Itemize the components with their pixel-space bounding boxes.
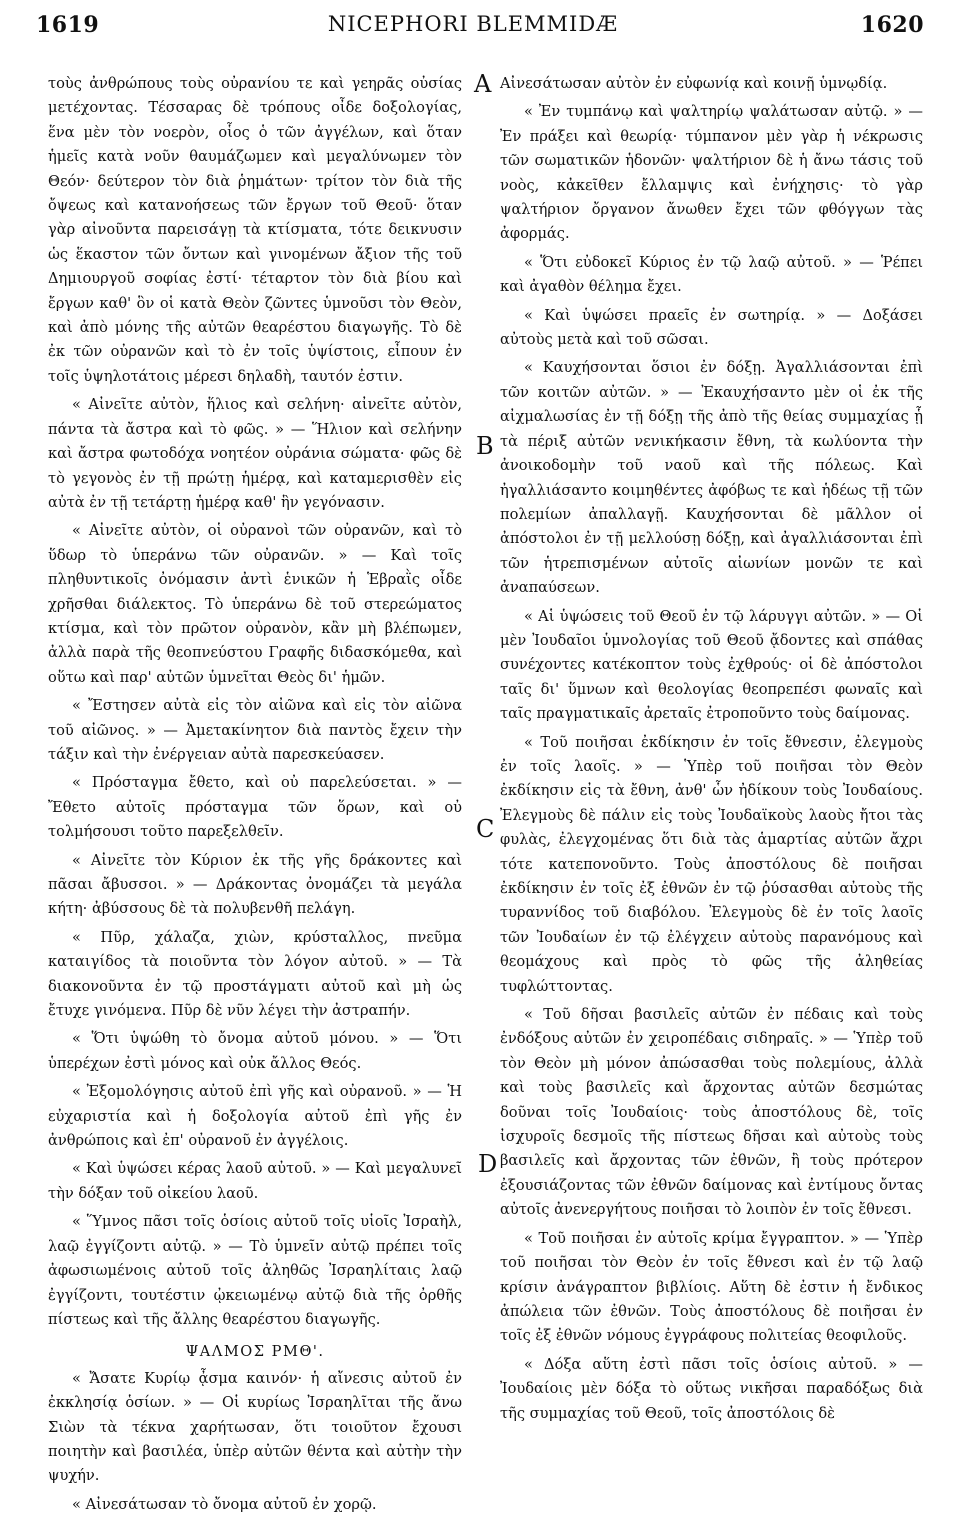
paragraph: « Ἄσατε Κυρίῳ ᾆσμα καινόν· ἡ αἴνεσις αὐτοῦ ἐν ἐκκλησίᾳ ὁσίων. » — Οἱ κυρίως Ἰσραηλῖται τῆς ἄνω Σιὼν τὰ τέκνα χαρήτωσαν, ὅτι τοιοῦτον ἔχουσι ποιητὴν καὶ βασιλέα, ὑπὲρ αὐτῶν θέντα καὶ αὐτὴν τὴν ψυχήν. bbox=[48, 1369, 462, 1485]
margin-letter-c: C bbox=[476, 815, 495, 843]
paragraph: « Τοῦ ποιῆσαι ἐν αὐτοῖς κρίμα ἔγγραπτον. » — Ὑπὲρ τοῦ ποιῆσαι τὸν Θεὸν ἐν τοῖς ἔθνεσι καὶ ἐν τῷ λαῷ κρίσιν ἀνάγραπτον βιβλίοις. Αὕτη δὲ ἐστιν ἡ ἔνδικος ἀπώλεια τῶν ἐθνῶν. Τοὺς ἀποστόλους δὲ ποιῆσαι ἐν τοῖς ἐξ ἐθνῶν νόμους ἐγγράφους πολιτείας θεοφιλοῦς. bbox=[500, 1229, 923, 1345]
paragraph: « Αἰνεσάτωσαν τὸ ὄνομα αὐτοῦ ἐν χορῷ. bbox=[72, 1495, 377, 1513]
page-number-right: 1620 bbox=[860, 12, 924, 38]
paragraph: « Τοῦ ποιῆσαι ἐκδίκησιν ἐν τοῖς ἔθνεσιν, ἐλεγμοὺς ἐν τοῖς λαοῖς. » — Ὑπὲρ τοῦ ποιῆσαι τὸν Θεὸν ἐκδίκησιν εἰς τὰ ἔθνη, ἀνθ' ὧν ἠδίκουν τοὺς Ἰουδαίους. Ἐλεγμοὺς δὲ πάλιν εἰς τοὺς Ἰουδαϊκοὺς λαοὺς ἤτοι τὰς φυλὰς, ἐλεγχομένας ὅτι διὰ τὰς ἁμαρτίας αὐτῶν ἄχρι τότε κατεπονοῦντο. Τοὺς ἀποστόλους δὲ ποιῆσαι ἐκδίκησιν ἐν τοῖς ἐξ ἐθνῶν ἐν τῷ ῥύσασθαι αὐτοὺς τῆς τυραννίδος τοῦ διαβόλου. Ἐλεγμοὺς δὲ ἐν τοῖς λαοῖς τῶν Ἰουδαίων ἐν τῷ ἐλέγχειν αὐτοὺς παρανόμους καὶ θεομάχους καὶ πρὸς τὸ φῶς τῆς ἀληθείας τυφλώττοντας. bbox=[500, 733, 923, 995]
paragraph: « Καὶ ὑψώσει κέρας λαοῦ αὐτοῦ. » — Καὶ μεγαλυνεῖ τὴν δόξαν τοῦ οἰκείου λαοῦ. bbox=[48, 1160, 462, 1202]
paragraph: « Πρόσταγμα ἔθετο, καὶ οὐ παρελεύσεται. » — Ἔθετο αὐτοῖς πρόσταγμα τῶν ὅρων, καὶ οὐ τολμήσουσι τοῦτο παρεξελθεῖν. bbox=[48, 774, 462, 841]
paragraph: « Αἰνεῖτε τὸν Κύριον ἐκ τῆς γῆς δράκοντες καὶ πᾶσαι ἄβυσσοι. » — Δράκοντας ὀνομάζει τὰ μεγάλα κήτη· ἀβύσσους δὲ τὰ πολυβενθῆ πελάγη. bbox=[48, 851, 462, 918]
paragraph: « Ὕμνος πᾶσι τοῖς ὁσίοις αὐτοῦ τοῖς υἱοῖς Ἰσραὴλ, λαῷ ἐγγίζοντι αὐτῷ. » — Τὸ ὑμνεῖν αὐτῷ πρέπει τοῖς ἀφωσιωμένοις αὐτοῦ τοῖς ἀληθῶς Ἰσραηλίταις λαῷ ἐγγίζοντι, τουτέστιν ᾠκειωμένῳ αὐτῷ διὰ τῆς ὀρθῆς πίστεως καὶ τῆς ἄλλης θεαρέστου διαγωγῆς. bbox=[48, 1213, 462, 1328]
psalm-heading: ΨΑΛΜΟΣ ΡΜΘ'. bbox=[185, 1343, 325, 1361]
margin-letter-a: A bbox=[474, 70, 492, 98]
page-header bbox=[22, 4, 924, 48]
paragraph: « Καὶ ὑψώσει πραεῖς ἐν σωτηρίᾳ. » — Δοξάσει αὐτοὺς μετὰ καὶ τοῦ σῶσαι. bbox=[500, 306, 923, 349]
margin-letter-b: B bbox=[476, 432, 494, 460]
paragraph: « Ὅτι εὐδοκεῖ Κύριος ἐν τῷ λαῷ αὐτοῦ. » — Ῥέπει καὶ ἀγαθὸν θέλημα ἔχει. bbox=[500, 253, 923, 296]
paragraph: « Ὅτι ὑψώθη τὸ ὄνομα αὐτοῦ μόνου. » — Ὅτι ὑπερέχων ἐστὶ μόνος καὶ οὐκ ἄλλος Θεός. bbox=[48, 1030, 462, 1072]
paragraph: « Τοῦ δῆσαι βασιλεῖς αὐτῶν ἐν πέδαις καὶ τοὺς ἐνδόξους αὐτῶν ἐν χειροπέδαις σιδηραῖς. » — Ὑπὲρ τοῦ τὸν Θεὸν μὴ μόνον ἀπώσασθαι τοὺς πολεμίους, ἀλλὰ καὶ τοὺς βασιλεῖς καὶ ἄρχοντας αὐτῶν δεσμώτας δοῦναι τοῖς Ἰουδαίοις· τοὺς ἀποστόλους δὲ, τοῖς ἰσχυροῖς δεσμοῖς τῆς πίστεως δῆσαι καὶ αὐτοὺς τοὺς βασιλεῖς καὶ ἄρχοντας τῶν ἐθνῶν, ἢ τοὺς πρότερον ἐξουσιάζοντας τῶν ἐθνῶν δαίμονας καὶ ἐντίμους ὄντας αὐτοῖς ἀνενεργήτους ποιῆσαι τὸ λοιπὸν ἐν τοῖς ἔθνεσι. bbox=[500, 1006, 923, 1219]
paragraph: « Ἐν τυμπάνῳ καὶ ψαλτηρίῳ ψαλάτωσαν αὐτῷ. » — Ἐν πράξει καὶ θεωρίᾳ· τύμπανον μὲν γὰρ ἡ νέκρωσις τῶν σωματικῶν ἡδονῶν· ψαλτήριον δὲ ἡ ἄνω τάσις τοῦ νοὸς, κἀκεῖθεν ἔλλαμψις καὶ ἐνήχησις· τὸ γὰρ ψαλτήριον ὄργανον ἄνωθεν ἔχει τῶν φθόγγων τὰς ἀφορμάς. bbox=[500, 103, 923, 243]
running-title: NICEPHORI BLEMMIDÆ bbox=[327, 12, 619, 36]
paragraph: « Δόξα αὕτη ἐστὶ πᾶσι τοῖς ὁσίοις αὐτοῦ. » — Ἰουδαίοις μὲν δόξα τὸ οὕτως νικῆσαι παραδόξως διὰ τῆς συμμαχίας τοῦ Θεοῦ, τοῖς ἀποστόλοις δὲ bbox=[500, 1355, 923, 1422]
paragraph: « Αἰνεῖτε αὐτὸν, ἥλιος καὶ σελήνη· αἰνεῖτε αὐτὸν, πάντα τὰ ἄστρα καὶ τὸ φῶς. » — Ἥλιον καὶ σελήνην καὶ ἄστρα φωτοδόχα νοητέον οὐράνια σώματα· φῶς δὲ τὸ γεγονὸς ἐν τῇ πρώτῃ ἡμέρᾳ, καὶ καταμερισθὲν εἰς αὐτὰ ἐν τῇ τετάρτῃ ἡμέρᾳ καθ' ἣν γεγόνασιν. bbox=[48, 396, 462, 511]
paragraph: « Αἱ ὑψώσεις τοῦ Θεοῦ ἐν τῷ λάρυγγι αὐτῶν. » — Οἱ μὲν Ἰουδαῖοι ὑμνολογίας τοῦ Θεοῦ ᾄδοντες καὶ σπάθας συνέχοντες κατέκοπτον τοὺς ἐχθρούς· οἱ δὲ ἀπόστολοι ταῖς δι' ὕμνων καὶ θεολογίας θεοπρεπέσι φωναῖς καὶ ταῖς πραγματικαῖς ἀρεταῖς ἐτροποῦντο τοὺς δαίμονας. bbox=[500, 607, 923, 723]
paragraph: « Ἔστησεν αὐτὰ εἰς τὸν αἰῶνα καὶ εἰς τὸν αἰῶνα τοῦ αἰῶνος. » — Ἀμετακίνητον διὰ παντὸς ἔχειν τὴν τάξιν καὶ τὴν ἐνέργειαν αὐτὰ παρεσκεύασεν. bbox=[48, 697, 462, 763]
paragraph: « Πῦρ, χάλαζα, χιὼν, κρύσταλλος, πνεῦμα καταιγίδος τὰ ποιοῦντα τὸν λόγον αὐτοῦ. » — Τὰ διακονοῦντα ἐν τῷ προστάγματι αὐτοῦ καὶ μὴ ὡς ἔτυχε γινόμενα. Πῦρ δὲ νῦν λέγει τὴν ἀστραπήν. bbox=[48, 928, 462, 1020]
right-column bbox=[500, 72, 923, 1426]
paragraph: « Αἰνεῖτε αὐτὸν, οἱ οὐρανοὶ τῶν οὐρανῶν, καὶ τὸ ὕδωρ τὸ ὑπεράνω τῶν οὐρανῶν. » — Καὶ τοῖς πληθυντικοῖς ὀνόμασιν ἀντὶ ἑνικῶν ἡ Ἑβραῒς οἶδε χρῆσθαι διάλεκτος. Τὸ ὑπεράνω δὲ τοῦ στερεώματος κτίσμα, καὶ τὸν πρῶτον οὐρανὸν, κἂν μὴ βλέπωμεν, ἀλλὰ παρὰ τῆς θεοπνεύστου Γραφῆς διδασκόμεθα, καὶ οὕτω καὶ παρ' αὐτῶν ὑμνεῖται Θεὸς δι' ἡμῶν. bbox=[48, 522, 462, 686]
paragraph: « Ἐξομολόγησις αὐτοῦ ἐπὶ γῆς καὶ οὐρανοῦ. » — Ἡ εὐχαριστία καὶ ἡ δοξολογία αὐτοῦ ἐπὶ γῆς ἐν ἀνθρώποις καὶ ἐπ' οὐρανοῦ ἐν ἀγγέλοις. bbox=[48, 1083, 462, 1150]
paragraph: « Καυχήσονται ὅσιοι ἐν δόξῃ. Ἀγαλλιάσονται ἐπὶ τῶν κοιτῶν αὐτῶν. » — Ἐκαυχήσαντο μὲν οἱ ἐκ τῆς αἰχμαλωσίας ἐν τῇ δόξῃ τῆς ἀπὸ τῆς θείας συμμαχίας ᾗ τὰ πέριξ αὐτῶν νενικήκασιν ἔθνη, τὰ κωλύοντα τὴν ἀνοικοδομὴν τοῦ ναοῦ καὶ τῆς πόλεως. Καὶ ἠγαλλιάσαντο κοιμηθέντες ἀφόβως τε καὶ ἡδέως τῇ τῶν πολεμίων ἀπαλλαγῇ. Καυχήσονται δὲ μᾶλλον οἱ ἀπόστολοι ἐν τῇ μελλούσῃ δόξῃ, καὶ ἀγαλλιάσονται ἐπὶ τῶν ἡτρεπισμένων αὐτοῖς αἰωνίων μονῶν τε καὶ ἀναπαύσεων. bbox=[500, 359, 923, 597]
paragraph: Αἰνεσάτωσαν αὐτὸν ἐν εὐφωνίᾳ καὶ κοινῇ ὑμνῳδίᾳ. bbox=[500, 75, 888, 92]
margin-letter-d: D bbox=[478, 1150, 498, 1178]
left-column bbox=[48, 72, 462, 1517]
paragraph: τοὺς ἀνθρώπους τοὺς οὐρανίου τε καὶ γεηρᾶς οὐσίας μετέχοντας. Τέσσαρας δὲ τρόπους οἶδε δοξολογίας, ἕνα μὲν τὸν νοερὸν, οἷος ὁ τῶν ἀγγέλων, καὶ ὅταν ἡμεῖς κατὰ νοῦν θαυμάζωμεν καὶ μεγαλύνωμεν τὸν Θεόν· δεύτερον τὸν διὰ ῥημάτων· τρίτον τὸν διὰ τῆς ὄψεως καὶ κατανοήσεως τῶν ἔργων τοῦ Θεοῦ· ὅταν γὰρ αἰνοῦντα παρεισάγῃ τὰ κτίσματα, τότε δεικνυσιν ὡς ἕκαστον τῶν ὄντων καὶ γινομένων ἄξιον τῆς τοῦ Δημιουργοῦ σοφίας ἐστί· τέταρτον τὸν διὰ βίου καὶ ἔργων καθ' ὃν οἱ κατὰ Θεὸν ζῶντες ὑμνοῦσι τὸν Θεὸν, καὶ ἀπὸ μόνης τῆς αὐτῶν θεαρέστου διαγωγῆς. Τὸ δὲ ἐκ τῶν οὐρανῶν καὶ τὸ ἐν τοῖς ὑψίστοις, εἶπουν ἐν τοῖς ὑψηλοτάτοις μέρεσι δηλαδὴ, ταυτόν ἐστιν. bbox=[48, 75, 462, 385]
page-number-left: 1619 bbox=[36, 12, 100, 38]
